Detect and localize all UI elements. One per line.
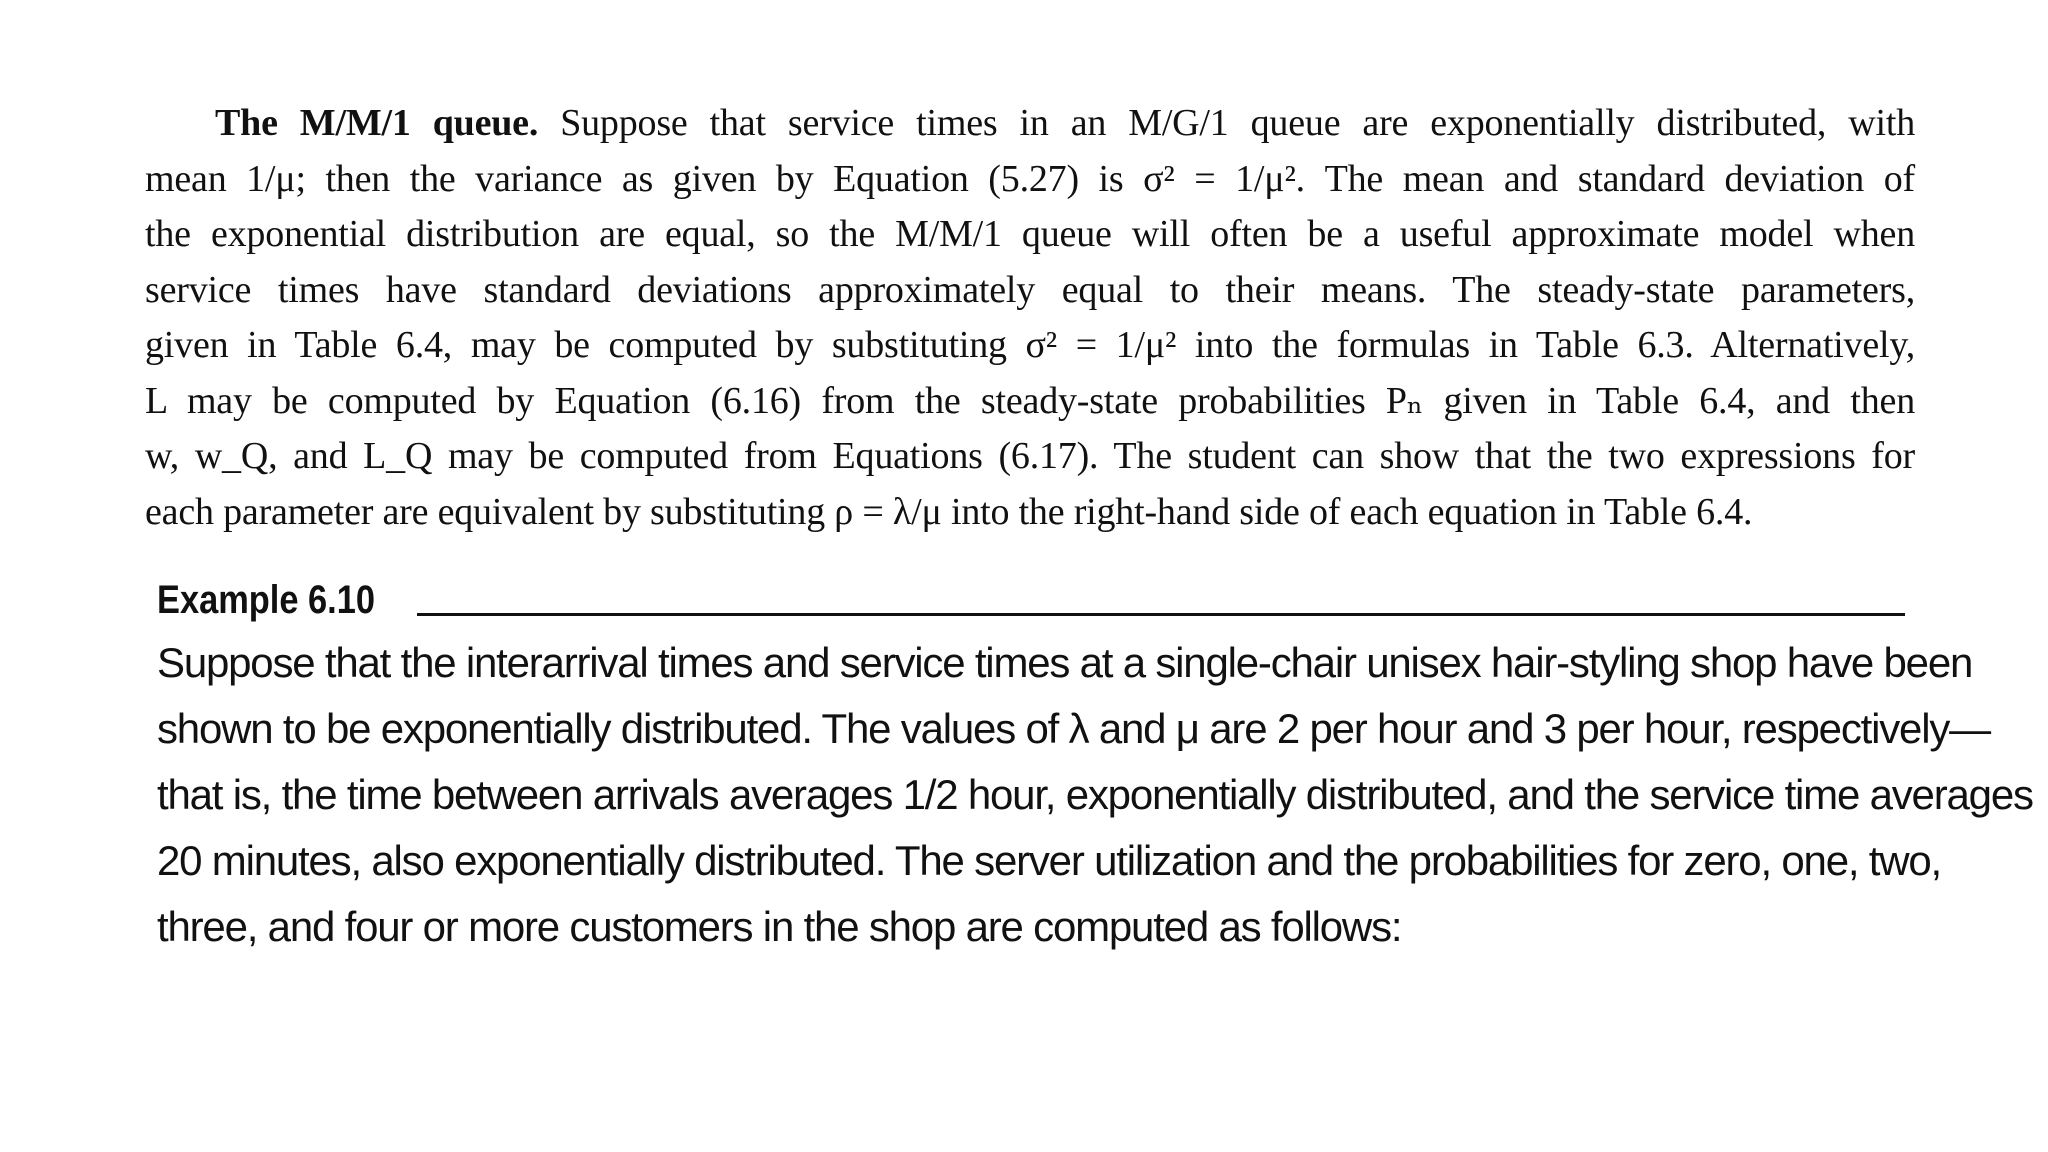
example-line: three, and four or more customers in the shop are computed as follows:	[157, 903, 1402, 950]
paragraph-line: the exponential distribution are equal, so the M/M/1 queue will often be a useful approximate model when	[145, 213, 1915, 255]
example-body	[157, 630, 2033, 960]
paragraph-mm1-queue	[145, 96, 1915, 540]
paragraph-line: each parameter are equivalent by substituting ρ = λ/μ into the right-hand side of each equation in Table 6.4.	[145, 490, 1753, 533]
heading-rule	[417, 613, 1905, 616]
example-heading	[157, 570, 1905, 630]
paragraph-line: service times have standard deviations approximately equal to their means. The steady-state parameters,	[145, 268, 1915, 311]
paragraph-line: L may be computed by Equation (6.16) from the steady-state probabilities Pₙ given in Table 6.4, and then	[145, 379, 1915, 422]
paragraph-line: w, w_Q, and L_Q may be computed from Equations (6.17). The student can show that the two expressions for	[145, 435, 1915, 477]
example-line: shown to be exponentially distributed. The values of λ and μ are 2 per hour and 3 per hour, respectively—	[157, 705, 1990, 752]
paragraph-line	[145, 96, 1915, 152]
paragraph-line-text: Suppose that service times in an M/G/1 queue are exponentially distributed, with	[560, 102, 1915, 144]
paragraph-line: given in Table 6.4, may be computed by substituting σ² = 1/μ² into the formulas in Table 6.3. Alternatively,	[145, 324, 1915, 366]
example-title: Example 6.10	[157, 578, 376, 622]
example-line: that is, the time between arrivals averages 1/2 hour, exponentially distributed, and the service time averages	[157, 771, 2033, 818]
paragraph-line: mean 1/μ; then the variance as given by Equation (5.27) is σ² = 1/μ². The mean and standard deviation of	[145, 157, 1915, 200]
example-line: Suppose that the interarrival times and service times at a single-chair unisex hair-styling shop have been	[157, 639, 1973, 686]
example-line: 20 minutes, also exponentially distributed. The server utilization and the probabilities for zero, one, two,	[157, 837, 1942, 884]
paragraph-title: The M/M/1 queue.	[215, 102, 539, 144]
